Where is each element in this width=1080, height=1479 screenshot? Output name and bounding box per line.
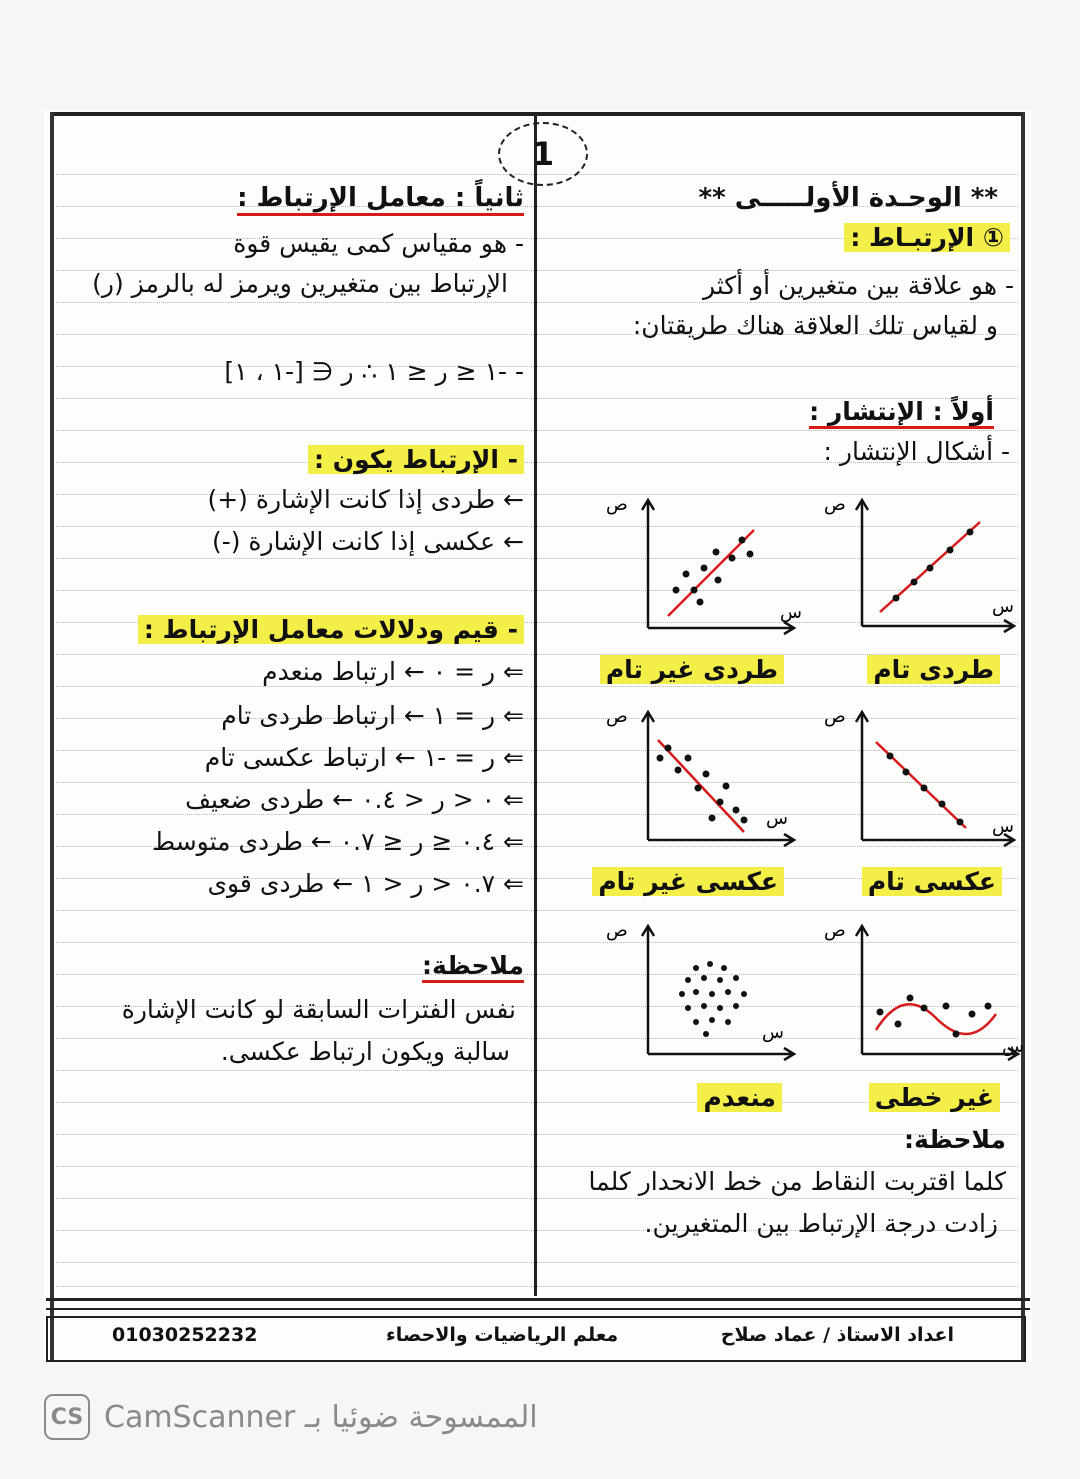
right-note-line-1: كلما اقتربت النقاط من خط الانحدار كلما [588,1167,1006,1196]
y-axis-label: ص [824,494,846,515]
type-negative: ← عكسى إذا كانت الإشارة (-) [211,527,524,556]
footer-phone: 01030252232 [112,1324,258,1346]
scatter-heading: أولاً : الإنتشار : [809,396,994,428]
plot-nonlinear [806,914,1036,1064]
value-row: ⇐ ٠ < ر < ٠.٤ ← طردى ضعيف [185,785,524,814]
page-number: 1 [498,122,588,186]
coefficient-definition-line-2: الإرتباط بين متغيرين ويرمز له بالرمز (ر) [92,269,508,298]
plot-imperfect-negative [596,700,816,850]
x-axis-label: س [992,596,1014,617]
value-row: ⇐ ٠.٧ < ر < ١ ← طردى قوى [207,869,524,898]
label-imperfect-positive: طردى غير تام [600,654,784,686]
y-axis-label: ص [606,920,628,941]
right-note-line-2: زادت درجة الإرتباط بين المتغيرين. [644,1209,998,1238]
column-divider [534,116,537,1296]
x-axis-label: س [762,1022,784,1043]
watermark-text: الممسوحة ضوئيا بـ CamScanner [104,1399,538,1435]
page-frame-top [50,112,1025,116]
plot-imperfect-positive [596,488,816,638]
footer-rule [46,1298,1030,1301]
page-frame-left [50,112,54,1362]
x-axis-label: س [992,816,1014,837]
value-row: ⇐ ٠.٤ ≤ ر ≤ ٠.٧ ← طردى متوسط [151,827,524,856]
label-perfect-positive: طردى تام [867,654,1000,686]
x-axis-label: س [1002,1036,1024,1057]
value-row: ⇐ ر = ١ ← ارتباط طردى تام [221,701,524,730]
types-heading: - الإرتباط يكون : [308,444,524,476]
label-imperfect-negative: عكسى غير تام [592,866,784,898]
left-note-heading: ملاحظة: [422,950,524,982]
plot-perfect-negative [806,700,1026,850]
footer-subject: معلم الرياضيات والاحصاء [386,1324,619,1346]
x-axis-label: س [766,808,788,829]
left-note-line-2: سالبة ويكون ارتباط عكسى. [220,1037,510,1066]
values-heading: - قيم ودلالات معامل الإرتباط : [138,614,524,646]
type-positive: ← طردى إذا كانت الإشارة (+) [207,485,524,514]
label-nonlinear: غير خطى [869,1082,1000,1114]
coefficient-heading: ثانياً : معامل الإرتباط : [237,182,524,214]
scatter-shapes-label: - أشكال الإنتشار : [823,437,1010,466]
y-axis-label: ص [824,706,846,727]
plot-perfect-positive [806,488,1026,638]
label-perfect-negative: عكسى تام [862,866,1002,898]
footer-rule [46,1308,1030,1310]
value-row: ⇐ ر = ٠ ← ارتباط منعدم [262,657,524,686]
coefficient-definition-line-1: - هو مقياس كمى يقيس قوة [233,229,524,258]
y-axis-label: ص [606,494,628,515]
right-note-heading: ملاحظة: [904,1125,1006,1154]
camscanner-logo-icon: CS [44,1394,90,1440]
label-no-correlation: منعدم [697,1082,782,1114]
value-row: ⇐ ر = -١ ← ارتباط عكسى تام [204,743,524,772]
definition-line-1: - هو علاقة بين متغيرين أو أكثر [702,271,1014,300]
correlation-heading: ① الإرتبـاط : [844,222,1010,254]
camscanner-watermark [44,1392,538,1442]
x-axis-label: س [780,602,802,623]
range-line: - -١ ≤ ر ≤ ١ ∴ ر ∈ [-١ ، ١] [224,357,524,386]
y-axis-label: ص [824,920,846,941]
plot-no-correlation [596,914,816,1064]
left-note-line-1: نفس الفترات السابقة لو كانت الإشارة [121,995,516,1024]
y-axis-label: ص [606,706,628,727]
unit-title: ** الوحـدة الأولـــــى ** [698,183,998,213]
definition-line-2: و لقياس تلك العلاقة هناك طريقتان: [632,311,998,340]
footer-prepared-by: اعداد الاستاذ / عماد صلاح [720,1324,954,1346]
